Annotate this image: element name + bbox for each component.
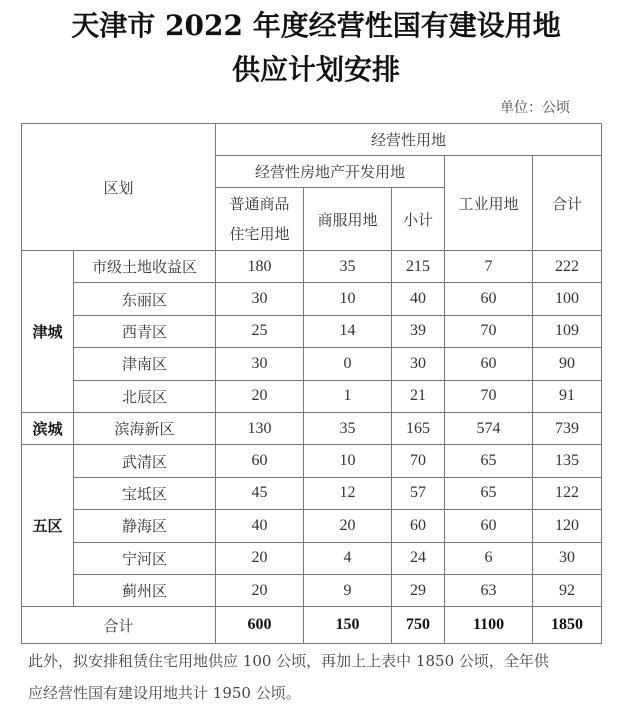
subtotal-cell: 165 (392, 412, 445, 444)
table-row (22, 315, 602, 347)
commercial-cell: 35 (304, 251, 392, 283)
header-residential-line1: 普通商品 (229, 195, 290, 213)
total-cell: 90 (533, 348, 602, 380)
subtotal-cell: 215 (392, 251, 445, 283)
residential-cell: 30 (216, 283, 304, 315)
note-line-2: 应经营性国有建设用地共计 1950 公顷。 (28, 684, 301, 702)
subtotal-cell: 60 (392, 510, 445, 542)
industrial-cell: 60 (445, 510, 533, 542)
header-residential-line2: 住宅用地 (229, 225, 290, 243)
group-label: 津城 (22, 251, 74, 413)
district-cell: 市级土地收益区 (74, 251, 216, 283)
district-cell: 津南区 (74, 348, 216, 380)
commercial-cell: 4 (304, 542, 392, 574)
total-cell: 120 (533, 510, 602, 542)
residential-cell: 30 (216, 348, 304, 380)
district-cell: 东丽区 (74, 283, 216, 315)
table-row (22, 412, 602, 444)
residential-cell: 20 (216, 380, 304, 412)
table-row (22, 348, 602, 380)
commercial-cell: 35 (304, 412, 392, 444)
header-subtotal: 小计 (392, 188, 445, 251)
residential-cell: 20 (216, 542, 304, 574)
district-cell: 西青区 (74, 315, 216, 347)
subtotal-cell: 30 (392, 348, 445, 380)
table-row (22, 574, 602, 606)
header-business-land: 经营性用地 (216, 124, 602, 156)
table-row (22, 477, 602, 509)
note-line-1: 此外，拟安排租赁住宅用地供应 100 公顷，再加上上表中 1850 公顷，全年供 (28, 652, 549, 670)
district-cell: 宝坻区 (74, 477, 216, 509)
industrial-cell: 574 (445, 412, 533, 444)
total-cell: 100 (533, 283, 602, 315)
total-row (22, 607, 602, 644)
industrial-cell: 60 (445, 348, 533, 380)
unit-label: 单位：公顷 (500, 100, 570, 116)
table-row (22, 445, 602, 477)
table-row (22, 283, 602, 315)
total-cell: 91 (533, 380, 602, 412)
district-cell: 静海区 (74, 510, 216, 542)
total-cell: 122 (533, 477, 602, 509)
residential-cell: 40 (216, 510, 304, 542)
total-cell: 135 (533, 445, 602, 477)
district-cell: 蓟州区 (74, 574, 216, 606)
residential-cell: 25 (216, 315, 304, 347)
commercial-cell: 0 (304, 348, 392, 380)
table-row (22, 542, 602, 574)
group-label: 五区 (22, 445, 74, 607)
header-district: 区划 (22, 124, 216, 251)
commercial-cell: 1 (304, 380, 392, 412)
group-label: 滨城 (22, 412, 74, 444)
residential-cell: 60 (216, 445, 304, 477)
industrial-cell: 60 (445, 283, 533, 315)
commercial-cell: 9 (304, 574, 392, 606)
commercial-cell: 10 (304, 445, 392, 477)
subtotal-cell: 24 (392, 542, 445, 574)
commercial-cell: 20 (304, 510, 392, 542)
district-cell: 武清区 (74, 445, 216, 477)
industrial-cell: 6 (445, 542, 533, 574)
subtotal-cell: 70 (392, 445, 445, 477)
table-row (22, 380, 602, 412)
subtotal-cell: 57 (392, 477, 445, 509)
total-commercial: 150 (304, 607, 392, 644)
subtotal-cell: 39 (392, 315, 445, 347)
subtotal-cell: 29 (392, 574, 445, 606)
district-cell: 宁河区 (74, 542, 216, 574)
commercial-cell: 10 (304, 283, 392, 315)
header-industrial: 工业用地 (445, 156, 533, 251)
total-cell: 109 (533, 315, 602, 347)
district-cell: 北辰区 (74, 380, 216, 412)
industrial-cell: 70 (445, 315, 533, 347)
total-industrial: 1100 (445, 607, 533, 644)
residential-cell: 130 (216, 412, 304, 444)
total-subtotal: 750 (392, 607, 445, 644)
industrial-cell: 70 (445, 380, 533, 412)
table-row (22, 510, 602, 542)
total-residential: 600 (216, 607, 304, 644)
subtotal-cell: 21 (392, 380, 445, 412)
industrial-cell: 63 (445, 574, 533, 606)
total-label: 合计 (22, 607, 216, 644)
header-real-estate: 经营性房地产开发用地 (216, 156, 445, 188)
commercial-cell: 14 (304, 315, 392, 347)
total-cell: 739 (533, 412, 602, 444)
district-cell: 滨海新区 (74, 412, 216, 444)
residential-cell: 180 (216, 251, 304, 283)
total-cell: 30 (533, 542, 602, 574)
industrial-cell: 65 (445, 445, 533, 477)
commercial-cell: 12 (304, 477, 392, 509)
subtotal-cell: 40 (392, 283, 445, 315)
document-title: 天津市 2022 年度经营性国有建设用地 (71, 9, 561, 42)
header-residential (216, 188, 304, 251)
industrial-cell: 65 (445, 477, 533, 509)
table-row (22, 251, 602, 283)
total-cell: 92 (533, 574, 602, 606)
industrial-cell: 7 (445, 251, 533, 283)
residential-cell: 20 (216, 574, 304, 606)
total-total: 1850 (533, 607, 602, 644)
land-supply-table (21, 123, 602, 644)
header-commercial: 商服用地 (304, 188, 392, 251)
residential-cell: 45 (216, 477, 304, 509)
document-subtitle: 供应计划安排 (231, 53, 400, 86)
header-total: 合计 (533, 156, 602, 251)
total-cell: 222 (533, 251, 602, 283)
